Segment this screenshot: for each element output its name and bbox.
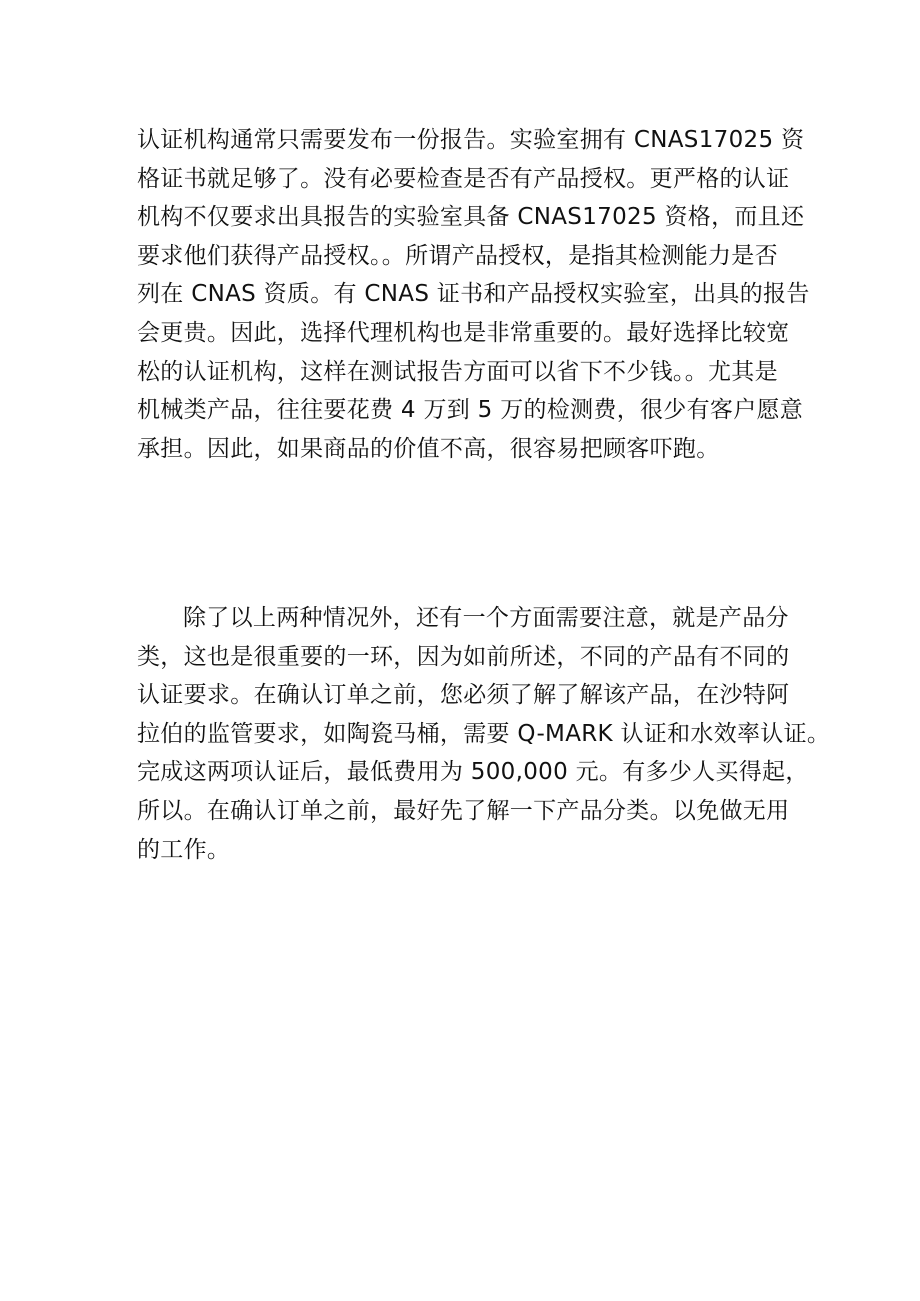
text-line: 列在 CNAS 资质。有 CNAS 证书和产品授权实验室，出具的报告 bbox=[137, 281, 810, 308]
text-line: 机械类产品，往往要花费 4 万到 5 万的检测费，很少有客户愿意 bbox=[137, 397, 804, 424]
text-line-first-indented: 除了以上两种情况外，还有一个方面需要注意，就是产品分 bbox=[183, 605, 789, 631]
text-line: 类，这也是很重要的一环，因为如前所述，不同的产品有不同的 bbox=[137, 643, 790, 670]
text-line: 会更贵。因此，选择代理机构也是非常重要的。最好选择比较宽 bbox=[137, 319, 790, 346]
text-line: 格证书就足够了。没有必要检查是否有产品授权。更严格的认证 bbox=[137, 165, 790, 192]
text-line: 机构不仅要求出具报告的实验室具备 CNAS17025 资格，而且还 bbox=[137, 204, 805, 231]
text-line: 的工作。 bbox=[137, 836, 231, 863]
text-line: 承担。因此，如果商品的价值不高，很容易把顾客吓跑。 bbox=[137, 435, 720, 462]
text-line: 要求他们获得产品授权。。所谓产品授权，是指其检测能力是否 bbox=[137, 242, 778, 269]
paragraph-2 bbox=[137, 599, 831, 869]
text-line: 拉伯的监管要求，如陶瓷马桶，需要 Q-MARK 认证和水效率认证。 bbox=[137, 720, 831, 747]
text-line: 完成这两项认证后，最低费用为 500,000 元。有多少人买得起， bbox=[137, 759, 809, 786]
text-line: 认证要求。在确认订单之前，您必须了解了解该产品，在沙特阿 bbox=[137, 682, 790, 709]
text-line: 松的认证机构，这样在测试报告方面可以省下不少钱。。尤其是 bbox=[137, 358, 778, 385]
text-line: 所以。在确认订单之前，最好先了解一下产品分类。以免做无用 bbox=[137, 797, 790, 824]
paragraph-1 bbox=[137, 121, 810, 468]
text-line: 认证机构通常只需要发布一份报告。实验室拥有 CNAS17025 资 bbox=[137, 127, 805, 153]
